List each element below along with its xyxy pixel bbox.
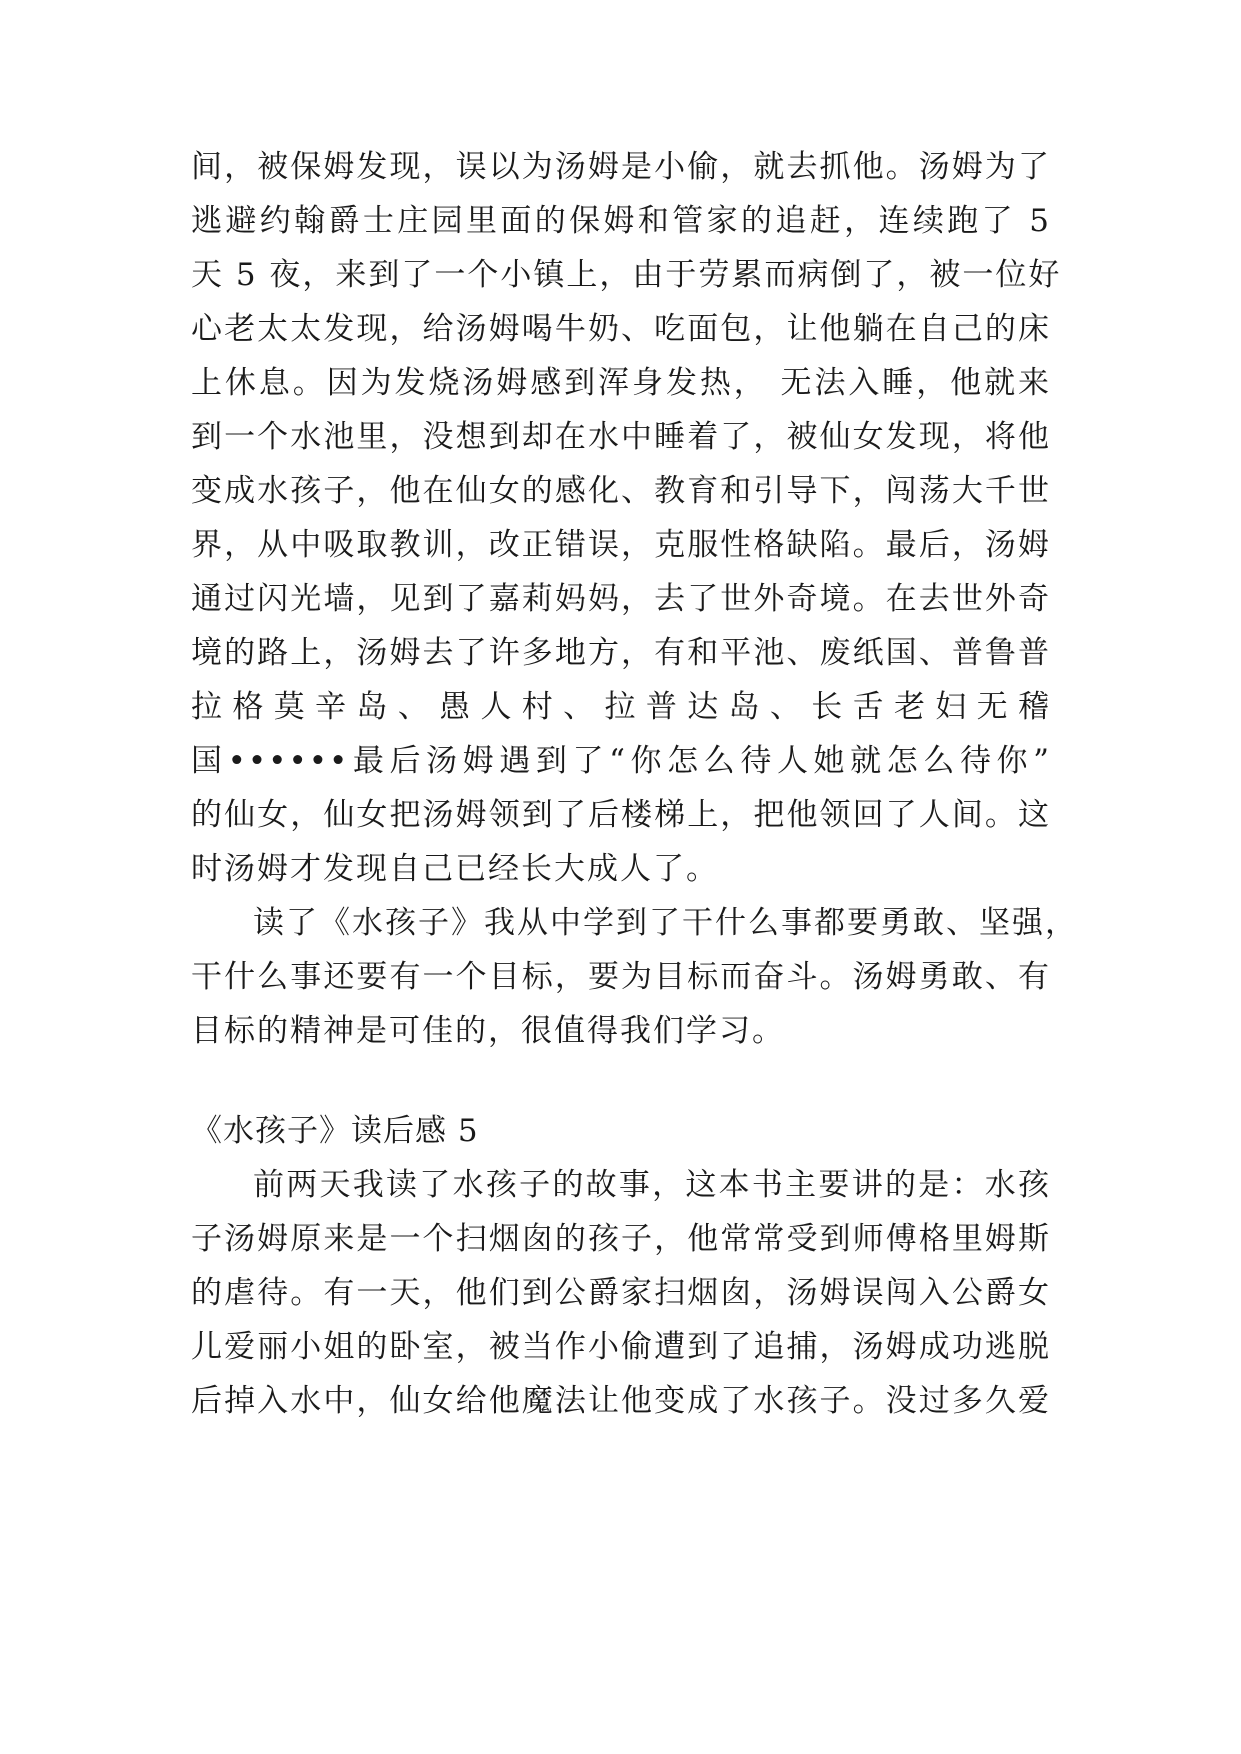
text-line: 国••••••最后汤姆遇到了“你怎么待人她就怎么待你” [191, 743, 1051, 779]
text-line: 变成水孩子，他在仙女的感化、教育和引导下，闯荡大千世 [191, 473, 1051, 509]
text-line: 心老太太发现，给汤姆喝牛奶、吃面包，让他躺在自己的床 [191, 311, 1051, 347]
section-heading: 《水孩子》读后感 5 [191, 1113, 479, 1149]
text-line: 间，被保姆发现，误以为汤姆是小偷，就去抓他。汤姆为了 [191, 149, 1051, 185]
text-line: 上休息。因为发烧汤姆感到浑身发热， 无法入睡，他就来 [191, 365, 1051, 401]
text-line: 境的路上，汤姆去了许多地方，有和平池、废纸国、普鲁普 [191, 635, 1051, 671]
text-line: 的仙女，仙女把汤姆领到了后楼梯上，把他领回了人间。这 [191, 797, 1051, 833]
text-line: 的虐待。有一天，他们到公爵家扫烟囱，汤姆误闯入公爵女 [191, 1275, 1051, 1311]
text-line: 后掉入水中，仙女给他魔法让他变成了水孩子。没过多久爱 [191, 1383, 1051, 1419]
text-line: 子汤姆原来是一个扫烟囱的孩子，他常常受到师傅格里姆斯 [191, 1221, 1051, 1257]
text-line: 前两天我读了水孩子的故事，这本书主要讲的是：水孩 [253, 1167, 1051, 1203]
text-line: 天 5 夜，来到了一个小镇上，由于劳累而病倒了，被一位好 [191, 257, 1062, 293]
text-line: 逃避约翰爵士庄园里面的保姆和管家的追赶，连续跑了 5 [191, 203, 1051, 239]
text-line: 到一个水池里，没想到却在水中睡着了，被仙女发现，将他 [191, 419, 1051, 455]
text-line: 目标的精神是可佳的，很值得我们学习。 [191, 1013, 785, 1049]
text-line: 时汤姆才发现自己已经长大成人了。 [191, 851, 719, 887]
text-line: 界，从中吸取教训，改正错误，克服性格缺陷。最后，汤姆 [191, 527, 1051, 563]
text-line: 儿爱丽小姐的卧室，被当作小偷遭到了追捕，汤姆成功逃脱 [191, 1329, 1051, 1365]
text-line: 干什么事还要有一个目标，要为目标而奋斗。汤姆勇敢、有 [191, 959, 1051, 995]
text-line: 通过闪光墙，见到了嘉莉妈妈，去了世外奇境。在去世外奇 [191, 581, 1051, 617]
text-line: 读了《水孩子》我从中学到了干什么事都要勇敢、坚强， [253, 905, 1078, 941]
text-line: 拉格莫辛岛、愚人村、拉普达岛、长舌老妇无稽 [191, 689, 1051, 725]
